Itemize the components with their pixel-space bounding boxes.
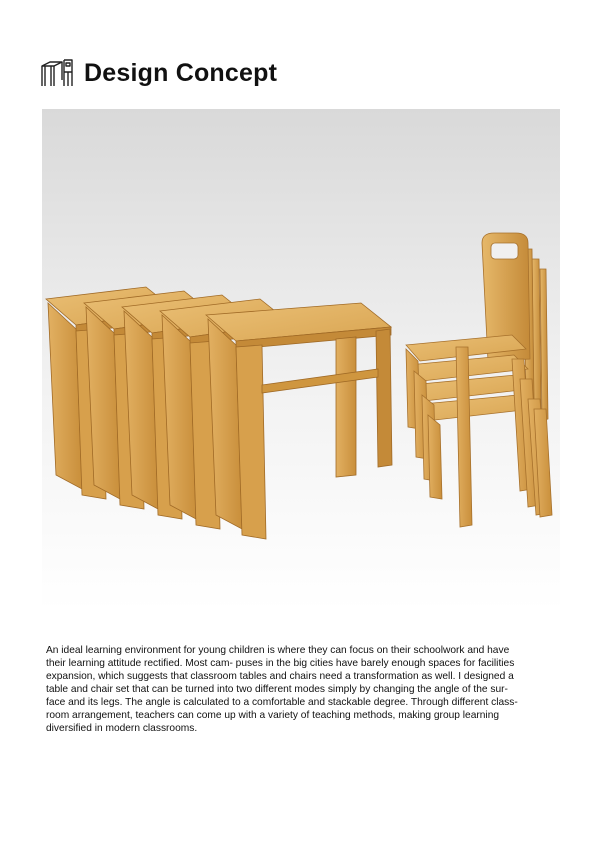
description-line: their learning attitude rectified. Most cam- puses in the big cities have barely enough spaces for facilities bbox=[46, 658, 515, 669]
table-leg bbox=[336, 337, 356, 477]
description-line: room arrangement, teachers can come up with a variety of teaching methods, making group learning bbox=[46, 710, 500, 721]
description-line: table and chair set that can be turned into two different modes simply by changing the angle of the sur- bbox=[46, 684, 508, 695]
description-line: An ideal learning environment for young children is where they can focus on their schoolwork and have bbox=[46, 645, 510, 656]
chair-handle-hole bbox=[491, 243, 518, 259]
table-and-chair-icon bbox=[40, 58, 74, 88]
description-line: expansion, which suggests that classroom tables and chairs need a transformation as well. I designed a bbox=[46, 671, 514, 682]
description-line: face and its legs. The angle is calculated to a comfortable and stackable degree. Through different class- bbox=[46, 697, 518, 708]
furniture-render bbox=[42, 109, 560, 611]
page-header bbox=[40, 58, 277, 88]
page-title: Design Concept bbox=[84, 58, 278, 87]
description-paragraph bbox=[46, 644, 564, 735]
description-line: diversified in modern classrooms. bbox=[46, 723, 198, 734]
table-leg bbox=[376, 329, 392, 467]
